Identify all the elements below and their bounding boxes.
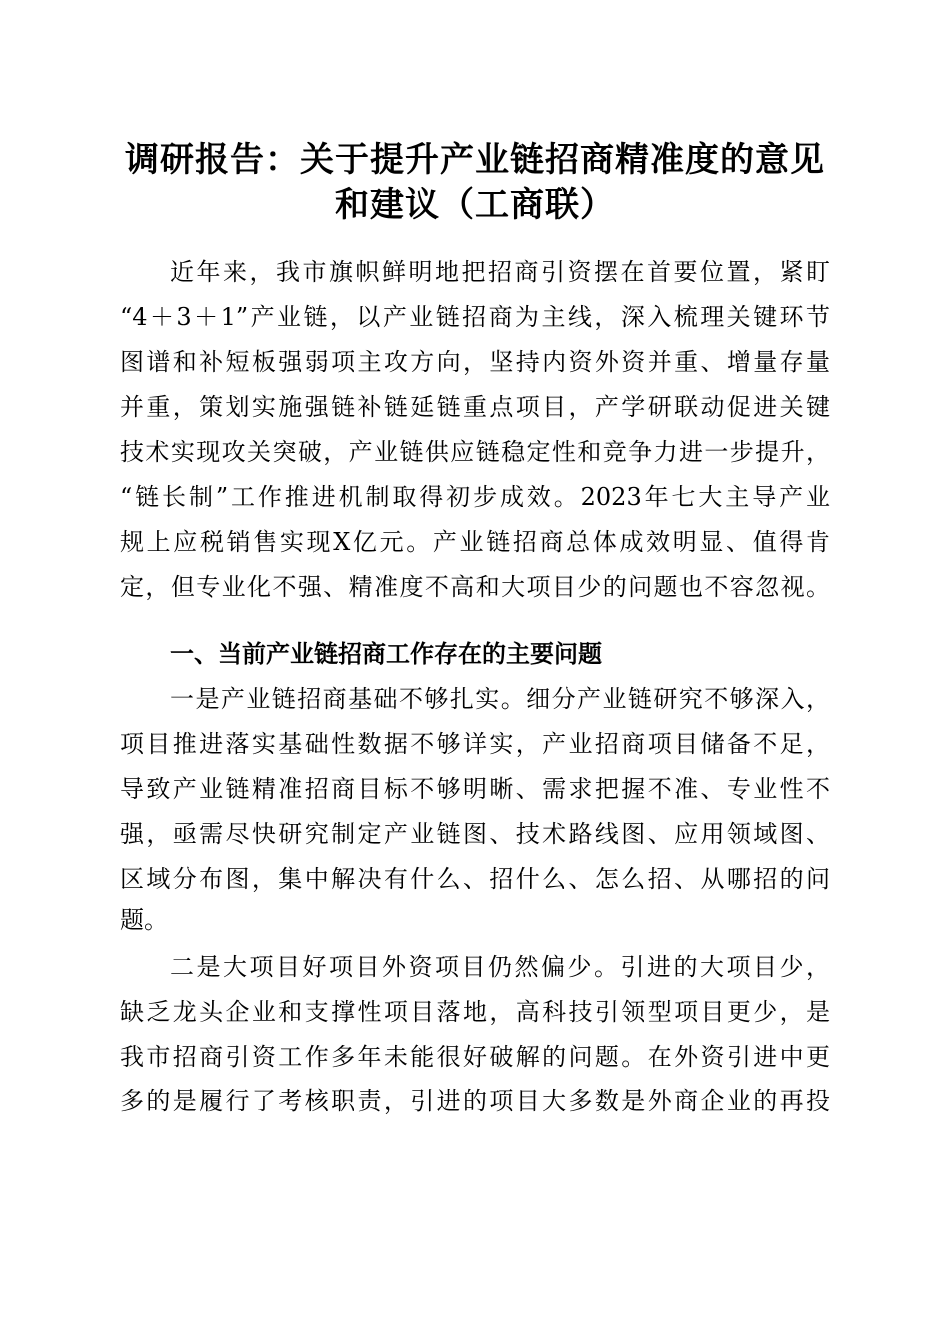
paragraph-line: 缺乏龙头企业和支撑性项目落地，高科技引领型项目更少，是 — [120, 998, 830, 1026]
paragraph-line: 图谱和补短板强弱项主攻方向，坚持内资外资并重、增量存量 — [120, 348, 830, 376]
paragraph-line: 技术实现攻关突破，产业链供应链稳定性和竞争力进一步提升， — [120, 438, 830, 466]
paragraph-line: “4＋3＋1”产业链，以产业链招商为主线，深入梳理关键环节 — [120, 303, 830, 331]
section-heading: 一、当前产业链招商工作存在的主要问题 — [170, 639, 602, 668]
paragraph-line: 多的是履行了考核职责，引进的项目大多数是外商企业的再投 — [120, 1087, 830, 1115]
paragraph-line: 区域分布图，集中解决有什么、招什么、怎么招、从哪招的问 — [120, 865, 830, 893]
paragraph-line: 近年来，我市旗帜鲜明地把招商引资摆在首要位置，紧盯 — [170, 258, 830, 286]
paragraph-line: 题。 — [120, 906, 168, 934]
paragraph-line: 项目推进落实基础性数据不够详实，产业招商项目储备不足， — [120, 730, 830, 758]
document-title-line-1: 调研报告：关于提升产业链招商精准度的意见 — [125, 140, 825, 180]
paragraph-line: “链长制”工作推进机制取得初步成效。2023年七大主导产业 — [120, 483, 830, 511]
paragraph-line: 强，亟需尽快研究制定产业链图、技术路线图、应用领域图、 — [120, 820, 830, 848]
paragraph-line: 我市招商引资工作多年未能很好破解的问题。在外资引进中更 — [120, 1043, 830, 1071]
paragraph-line: 并重，策划实施强链补链延链重点项目，产学研联动促进关键 — [120, 393, 830, 421]
document-title-line-2: 和建议（工商联） — [335, 185, 615, 225]
paragraph-line: 规上应税销售实现X亿元。产业链招商总体成效明显、值得肯 — [120, 528, 830, 556]
paragraph-line: 一是产业链招商基础不够扎实。细分产业链研究不够深入， — [170, 685, 830, 713]
paragraph-line: 定，但专业化不强、精准度不高和大项目少的问题也不容忽视。 — [120, 573, 830, 601]
paragraph-line: 二是大项目好项目外资项目仍然偏少。引进的大项目少， — [170, 953, 830, 981]
paragraph-line: 导致产业链精准招商目标不够明晰、需求把握不准、专业性不 — [120, 775, 830, 803]
